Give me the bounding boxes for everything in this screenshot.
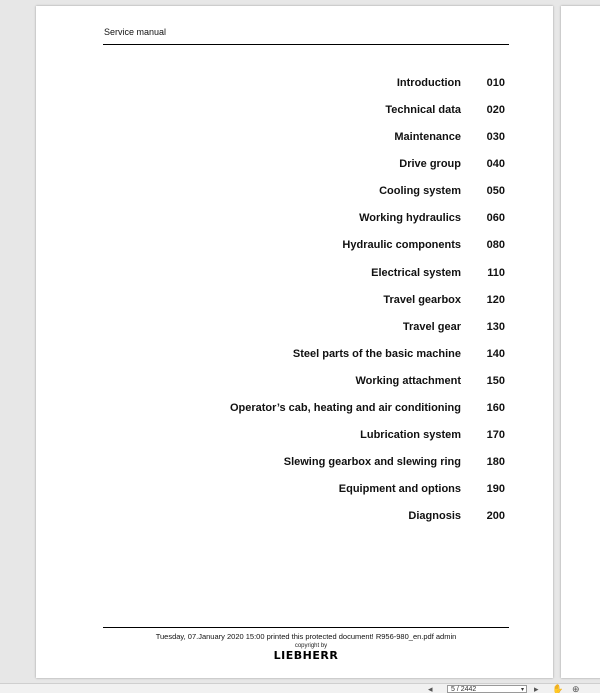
toc-entry-title: Travel gear (402, 321, 461, 333)
toc-row[interactable] (342, 238, 505, 252)
toc-entry-title: Steel parts of the basic machine (292, 348, 461, 360)
toc-row[interactable] (403, 320, 505, 334)
toc-row[interactable] (383, 293, 505, 307)
chevron-down-icon[interactable]: ▾ (520, 687, 524, 693)
toc-entry-number: 030 (486, 131, 505, 143)
toc-row[interactable] (397, 76, 505, 90)
chevron-right-icon[interactable]: ▸ (534, 684, 539, 693)
toc-row[interactable] (230, 401, 505, 415)
chevron-left-icon[interactable]: ◂ (428, 684, 433, 693)
toc-row[interactable] (385, 103, 505, 117)
toc-entry-number: 200 (486, 510, 505, 522)
toc-entry-number: 180 (486, 456, 505, 468)
toc-entry-number: 010 (486, 77, 505, 89)
toc-entry-title: Introduction (396, 77, 461, 89)
table-of-contents (36, 6, 553, 566)
toc-entry-number: 110 (487, 267, 505, 279)
toc-entry-number: 140 (486, 348, 505, 360)
toc-entry-title: Lubrication system (360, 429, 461, 441)
page-number-value: 5 / 2442 (451, 686, 477, 693)
toc-entry-title: Equipment and options (338, 483, 461, 495)
toc-row[interactable] (408, 509, 505, 523)
toc-entry-title: Operator’s cab, heating and air conditioning (229, 402, 461, 414)
toc-entry-title: Slewing gearbox and slewing ring (283, 456, 461, 468)
toc-entry-title: Cooling system (379, 185, 461, 197)
footer-print-notice: Tuesday, 07.January 2020 15:00 printed this protected document! R956-980_en.pdf admin (155, 632, 457, 641)
pdf-page (36, 6, 553, 678)
next-pdf-page (561, 6, 600, 678)
header-title: Service manual (104, 27, 167, 37)
toc-entry-number: 050 (486, 185, 505, 197)
toc-entry-number: 170 (486, 429, 505, 441)
toc-row[interactable] (293, 347, 505, 361)
toc-entry-title: Hydraulic components (342, 239, 461, 251)
toc-row[interactable] (394, 130, 505, 144)
toc-row[interactable] (371, 266, 505, 280)
toc-entry-number: 040 (486, 158, 505, 170)
footer-divider (103, 627, 509, 628)
toc-entry-title: Technical data (385, 104, 461, 116)
toc-entry-number: 150 (486, 375, 505, 387)
toc-row[interactable] (355, 374, 505, 388)
toc-entry-title: Travel gearbox (383, 294, 461, 306)
hand-tool-icon[interactable]: ✋ (552, 684, 564, 693)
toc-row[interactable] (359, 211, 505, 225)
toc-row[interactable] (399, 157, 505, 171)
toc-entry-number: 020 (486, 104, 505, 116)
toc-entry-number: 160 (486, 402, 505, 414)
toc-entry-title: Working hydraulics (359, 212, 461, 224)
toc-entry-title: Maintenance (394, 131, 461, 143)
toc-entry-title: Drive group (399, 158, 461, 170)
toc-entry-title: Diagnosis (408, 510, 461, 522)
toc-row[interactable] (379, 184, 505, 198)
toc-row[interactable] (360, 428, 505, 442)
toc-entry-number: 060 (486, 212, 505, 224)
toc-row[interactable] (339, 482, 505, 496)
zoom-icon[interactable]: ⊕ (572, 684, 580, 693)
toc-entry-number: 130 (486, 321, 505, 333)
toc-entry-number: 190 (486, 483, 505, 495)
brand-logo: LIEBHERR (273, 649, 339, 662)
toc-entry-title: Working attachment (355, 375, 461, 387)
toc-entry-title: Electrical system (371, 267, 461, 279)
page-number-field[interactable] (447, 685, 527, 693)
toc-entry-number: 120 (486, 294, 505, 306)
viewer-toolbar (0, 683, 600, 693)
toc-entry-number: 080 (486, 239, 505, 251)
footer-copyright: copyright by (294, 643, 328, 649)
toc-row[interactable] (284, 455, 505, 469)
